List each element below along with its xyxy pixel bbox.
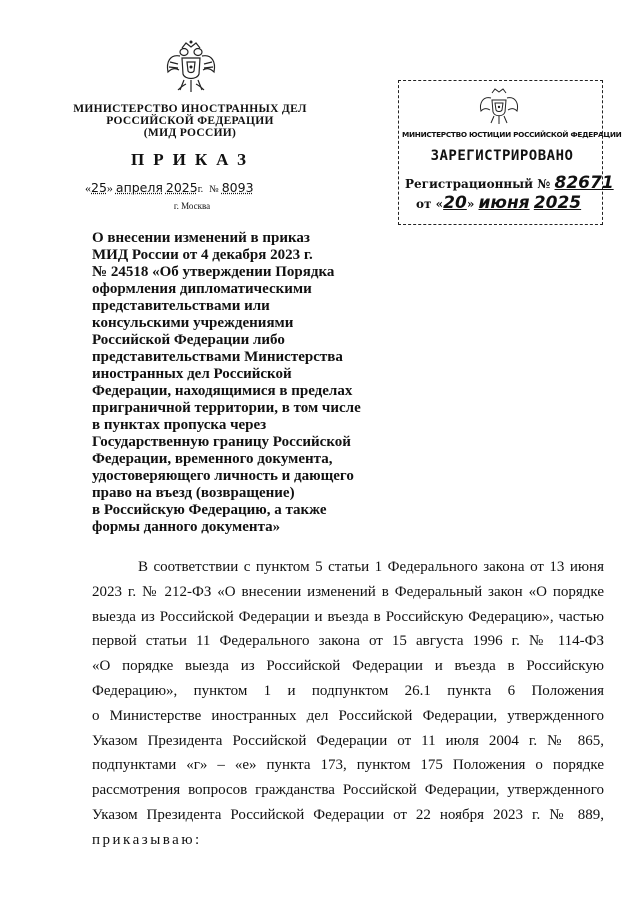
heading-line: консульскими учреждениями: [92, 315, 294, 331]
heading-line: Федерации, находящимися в пределах: [92, 383, 353, 399]
number-label: №: [209, 184, 219, 195]
heading-line: иностранных дел Российской: [92, 366, 292, 382]
heading-line: представительствами или: [92, 298, 270, 314]
order-month: апреля: [115, 180, 163, 195]
heading-line: удостоверяющего личность и дающего: [92, 468, 354, 484]
body-line: Указом Президента Российской Федерации от 11 июля 2004 г. № 865,: [92, 732, 604, 749]
order-date-number: «25» апреля 2025г. № 8093: [85, 180, 254, 195]
document-type-title: ПРИКАЗ: [131, 150, 255, 169]
stamp-registration-date: от «20» июня 2025: [416, 193, 582, 213]
heading-line: в Российскую Федерацию, а также: [92, 502, 327, 518]
heading-line: Федерации, временного документа,: [92, 451, 333, 467]
order-day: 25: [91, 180, 107, 195]
order-heading: [92, 230, 392, 536]
order-body: [92, 555, 604, 853]
stamp-status: ЗАРЕГИСТРИРОВАНО: [430, 148, 574, 164]
heading-line: право на въезд (возвращение): [92, 485, 295, 501]
body-line: 2023 г. № 212-ФЗ «О внесении изменений в Федеральный закон «О порядке: [92, 583, 604, 600]
stamp-date-year: 2025: [533, 193, 582, 213]
stamp-registration-number: [405, 173, 614, 193]
stamp-date-prefix: от: [416, 197, 432, 211]
stamp-ministry-name: МИНИСТЕРСТВО ЮСТИЦИИ РОССИЙСКОЙ ФЕДЕРАЦИИ: [402, 130, 622, 139]
city-label: г. Москва: [173, 201, 211, 211]
heading-line: МИД России от 4 декабря 2023 г.: [92, 247, 313, 263]
stamp-reg-number: 82671: [554, 173, 614, 193]
coat-of-arms-emblem: [162, 38, 220, 96]
body-line: В соответствии с пунктом 5 статьи 1 Федерального закона от 13 июня: [138, 559, 604, 575]
body-line: первой статьи 11 Федерального закона от 15 августа 1996 г. № 114-ФЗ: [92, 633, 604, 650]
heading-line: № 24518 «Об утверждении Порядка: [92, 264, 335, 280]
heading-line: Российской Федерации либо: [92, 332, 285, 348]
ministry-line-3: (МИД РОССИИ): [143, 127, 237, 139]
ministry-line-1: МИНИСТЕРСТВО ИНОСТРАННЫХ ДЕЛ: [73, 103, 307, 115]
heading-line: формы данного документа»: [92, 519, 281, 535]
body-line: подпунктами «г» – «е» пункта 173, пунктом 175 Положения о порядке: [92, 757, 604, 774]
heading-line: Государственную границу Российской: [92, 434, 351, 450]
stamp-date-day: 20: [443, 193, 467, 213]
body-line: рассмотрения вопросов гражданства Российской Федерации, утвержденного: [92, 782, 604, 799]
order-year: 2025: [165, 180, 198, 195]
stamp-date-month: июня: [478, 193, 530, 213]
heading-line: приграничной территории, в том числе: [92, 400, 361, 416]
body-line: выезда из Российской Федерации и въезда в Российскую Федерацию», частью: [92, 608, 604, 625]
ministry-line-2: РОССИЙСКОЙ ФЕДЕРАЦИИ: [106, 115, 274, 127]
year-suffix: г.: [197, 184, 204, 195]
body-line-order-word: приказываю:: [92, 831, 202, 848]
heading-line: О внесении изменений в приказ: [92, 230, 310, 246]
heading-line: представительствами Министерства: [92, 349, 343, 365]
ministry-name: [60, 103, 320, 139]
heading-line: в пунктах пропуска через: [92, 417, 267, 433]
order-number: 8093: [221, 180, 254, 195]
stamp-reg-label: Регистрационный №: [405, 177, 551, 191]
body-line: Указом Президента Российской Федерации от 22 ноября 2023 г. № 889,: [92, 806, 604, 823]
heading-line: оформления дипломатическими: [92, 281, 312, 297]
body-line: Федерацию», пунктом 1 и подпунктом 26.1 пункта 6 Положения: [92, 682, 604, 699]
body-line: «О порядке выезда из Российской Федерации и въезда в Российскую: [92, 658, 604, 675]
stamp-emblem: [476, 86, 522, 126]
body-line: о Министерстве иностранных дел Российской Федерации, утвержденного: [92, 707, 604, 724]
